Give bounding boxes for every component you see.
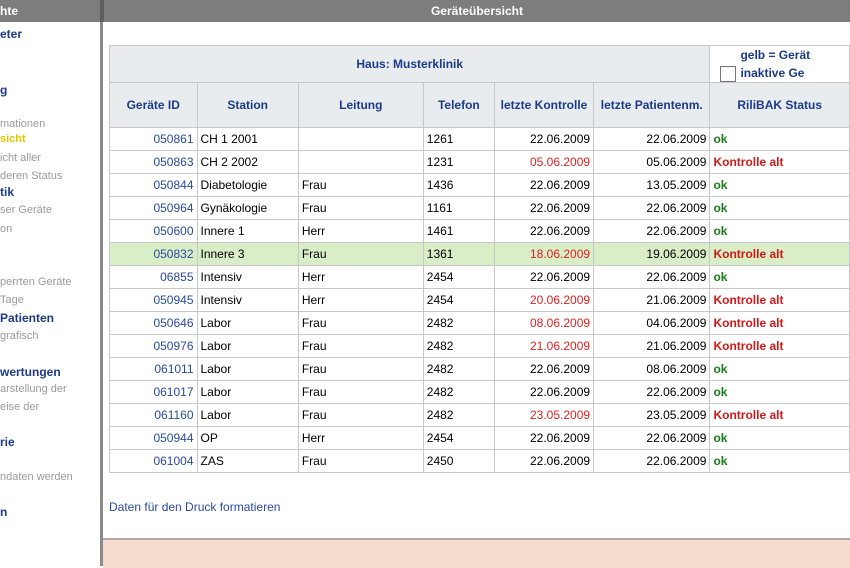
sidebar-item[interactable]: grafisch — [0, 330, 39, 342]
sidebar-item[interactable]: eise der — [0, 401, 40, 413]
print-format-link[interactable]: Daten für den Druck formatieren — [109, 500, 281, 514]
legend-yellow-label: gelb = Gerät — [740, 48, 811, 62]
status-cell: Kontrolle alt — [710, 151, 850, 174]
table-row — [110, 243, 850, 266]
device-id-link[interactable]: 050844 — [110, 174, 198, 197]
sidebar-item[interactable]: wertungen — [0, 365, 61, 379]
last-check-cell: 21.06.2009 — [494, 335, 593, 358]
top-bar — [0, 0, 850, 22]
device-id-link[interactable]: 050646 — [110, 312, 198, 335]
sidebar-item[interactable]: sicht — [0, 133, 26, 145]
leitung-cell: Frau — [298, 335, 423, 358]
telefon-cell: 2482 — [423, 381, 494, 404]
station-cell: Labor — [197, 335, 298, 358]
house-header: Haus: Musterklinik — [110, 46, 710, 83]
station-cell: Labor — [197, 381, 298, 404]
leitung-cell — [298, 151, 423, 174]
table-row — [110, 151, 850, 174]
last-patient-cell: 22.06.2009 — [594, 450, 710, 473]
telefon-cell: 1261 — [423, 128, 494, 151]
status-cell: Kontrolle alt — [710, 289, 850, 312]
leitung-cell: Frau — [298, 174, 423, 197]
last-check-cell: 05.06.2009 — [494, 151, 593, 174]
telefon-cell: 1461 — [423, 220, 494, 243]
device-id-link[interactable]: 061011 — [110, 358, 198, 381]
leitung-cell: Frau — [298, 381, 423, 404]
table-row — [110, 404, 850, 427]
leitung-cell: Herr — [298, 266, 423, 289]
last-patient-cell: 05.06.2009 — [594, 151, 710, 174]
page-title: Geräteübersicht — [430, 4, 524, 18]
status-cell: ok — [710, 174, 850, 197]
last-patient-cell: 23.05.2009 — [594, 404, 710, 427]
table-row — [110, 335, 850, 358]
sidebar-item[interactable]: icht aller — [0, 152, 41, 164]
last-check-cell: 18.06.2009 — [494, 243, 593, 266]
telefon-cell: 1436 — [423, 174, 494, 197]
device-id-link[interactable]: 06855 — [110, 266, 198, 289]
last-patient-cell: 19.06.2009 — [594, 243, 710, 266]
last-check-cell: 22.06.2009 — [494, 220, 593, 243]
leitung-cell — [298, 128, 423, 151]
leitung-cell: Herr — [298, 220, 423, 243]
telefon-cell: 2482 — [423, 358, 494, 381]
station-cell: Labor — [197, 404, 298, 427]
sidebar-item[interactable]: arstellung der — [0, 383, 67, 395]
last-check-cell: 22.06.2009 — [494, 174, 593, 197]
status-cell: Kontrolle alt — [710, 312, 850, 335]
last-patient-cell: 21.06.2009 — [594, 289, 710, 312]
device-id-link[interactable]: 050861 — [110, 128, 198, 151]
last-patient-cell: 22.06.2009 — [594, 220, 710, 243]
inactive-checkbox[interactable] — [720, 66, 736, 82]
station-cell: CH 1 2001 — [197, 128, 298, 151]
leitung-cell: Frau — [298, 404, 423, 427]
header-row — [110, 83, 850, 128]
last-patient-cell: 22.06.2009 — [594, 427, 710, 450]
sidebar-item[interactable]: Tage — [0, 294, 24, 306]
leitung-cell: Frau — [298, 197, 423, 220]
last-patient-cell: 22.06.2009 — [594, 197, 710, 220]
last-patient-cell: 13.05.2009 — [594, 174, 710, 197]
column-header[interactable]: Telefon — [423, 83, 494, 128]
status-cell: ok — [710, 427, 850, 450]
main-panel — [103, 22, 850, 538]
last-check-cell: 22.06.2009 — [494, 427, 593, 450]
status-cell: Kontrolle alt — [710, 335, 850, 358]
station-cell: Intensiv — [197, 289, 298, 312]
device-id-link[interactable]: 050863 — [110, 151, 198, 174]
device-id-link[interactable]: 050944 — [110, 427, 198, 450]
telefon-cell: 2454 — [423, 427, 494, 450]
status-cell: ok — [710, 197, 850, 220]
sidebar-title: hte — [0, 4, 18, 18]
column-header[interactable]: Station — [197, 83, 298, 128]
last-patient-cell: 08.06.2009 — [594, 358, 710, 381]
sidebar-item[interactable]: mationen — [0, 118, 46, 130]
last-check-cell: 22.06.2009 — [494, 450, 593, 473]
last-check-cell: 20.06.2009 — [494, 289, 593, 312]
table-row — [110, 289, 850, 312]
station-cell: Intensiv — [197, 266, 298, 289]
status-cell: ok — [710, 220, 850, 243]
sidebar — [0, 22, 103, 566]
sidebar-item[interactable]: rie — [0, 435, 15, 449]
table-row — [110, 381, 850, 404]
table-row — [110, 128, 850, 151]
leitung-cell: Frau — [298, 358, 423, 381]
sidebar-item[interactable]: tik — [0, 185, 15, 199]
status-cell: ok — [710, 266, 850, 289]
sidebar-item[interactable]: Patienten — [0, 311, 55, 325]
sidebar-item[interactable]: ndaten werden — [0, 471, 73, 483]
station-cell: OP — [197, 427, 298, 450]
leitung-cell: Frau — [298, 450, 423, 473]
last-check-cell: 22.06.2009 — [494, 128, 593, 151]
sidebar-item[interactable]: deren Status — [0, 170, 63, 182]
device-id-link[interactable]: 061004 — [110, 450, 198, 473]
last-patient-cell: 22.06.2009 — [594, 266, 710, 289]
leitung-cell: Herr — [298, 427, 423, 450]
station-cell: Innere 1 — [197, 220, 298, 243]
status-cell: ok — [710, 381, 850, 404]
device-id-link[interactable]: 050976 — [110, 335, 198, 358]
telefon-cell: 1161 — [423, 197, 494, 220]
table-row — [110, 220, 850, 243]
status-cell: Kontrolle alt — [710, 243, 850, 266]
device-id-link[interactable]: 061160 — [110, 404, 198, 427]
column-header[interactable]: letzte Patientenm. — [594, 83, 710, 128]
telefon-cell: 1361 — [423, 243, 494, 266]
station-cell: Labor — [197, 358, 298, 381]
station-cell: Gynäkologie — [197, 197, 298, 220]
device-id-link[interactable]: 061017 — [110, 381, 198, 404]
device-id-link[interactable]: 050600 — [110, 220, 198, 243]
station-cell: Innere 3 — [197, 243, 298, 266]
table-row — [110, 312, 850, 335]
table-row — [110, 174, 850, 197]
sidebar-item[interactable]: ser Geräte — [0, 204, 52, 216]
telefon-cell: 1231 — [423, 151, 494, 174]
telefon-cell: 2454 — [423, 266, 494, 289]
sidebar-item[interactable]: on — [0, 223, 13, 235]
legend-box — [710, 46, 850, 83]
station-cell: CH 2 2002 — [197, 151, 298, 174]
table-row — [110, 427, 850, 450]
table-row — [110, 197, 850, 220]
sidebar-item[interactable]: eter — [0, 27, 23, 41]
sidebar-item[interactable]: n — [0, 505, 8, 519]
last-check-cell: 08.06.2009 — [494, 312, 593, 335]
column-header[interactable]: Geräte ID — [110, 83, 198, 128]
sidebar-item[interactable]: g — [0, 83, 8, 97]
last-patient-cell: 04.06.2009 — [594, 312, 710, 335]
table-row — [110, 358, 850, 381]
leitung-cell: Frau — [298, 312, 423, 335]
last-check-cell: 22.06.2009 — [494, 266, 593, 289]
status-cell: ok — [710, 358, 850, 381]
column-header[interactable]: letzte Kontrolle — [494, 83, 593, 128]
station-cell: ZAS — [197, 450, 298, 473]
device-id-link[interactable]: 050964 — [110, 197, 198, 220]
station-cell: Diabetologie — [197, 174, 298, 197]
last-check-cell: 22.06.2009 — [494, 381, 593, 404]
column-header[interactable]: RiliBAK Status — [710, 83, 850, 128]
telefon-cell: 2450 — [423, 450, 494, 473]
status-cell: ok — [710, 128, 850, 151]
leitung-cell: Frau — [298, 243, 423, 266]
status-cell: Kontrolle alt — [710, 404, 850, 427]
status-cell: ok — [710, 450, 850, 473]
table-row — [110, 450, 850, 473]
table-row — [110, 266, 850, 289]
telefon-cell: 2482 — [423, 404, 494, 427]
device-id-link[interactable]: 050832 — [110, 243, 198, 266]
footer-band — [103, 538, 850, 568]
last-patient-cell: 22.06.2009 — [594, 381, 710, 404]
column-header[interactable]: Leitung — [298, 83, 423, 128]
last-patient-cell: 21.06.2009 — [594, 335, 710, 358]
device-table — [109, 45, 850, 473]
last-check-cell: 22.06.2009 — [494, 197, 593, 220]
last-check-cell: 23.05.2009 — [494, 404, 593, 427]
telefon-cell: 2454 — [423, 289, 494, 312]
telefon-cell: 2482 — [423, 335, 494, 358]
telefon-cell: 2482 — [423, 312, 494, 335]
leitung-cell: Herr — [298, 289, 423, 312]
legend-inactive-label: inaktive Ge — [740, 66, 805, 80]
device-id-link[interactable]: 050945 — [110, 289, 198, 312]
last-check-cell: 22.06.2009 — [494, 358, 593, 381]
station-cell: Labor — [197, 312, 298, 335]
sidebar-item[interactable]: perrten Geräte — [0, 276, 72, 288]
last-patient-cell: 22.06.2009 — [594, 128, 710, 151]
